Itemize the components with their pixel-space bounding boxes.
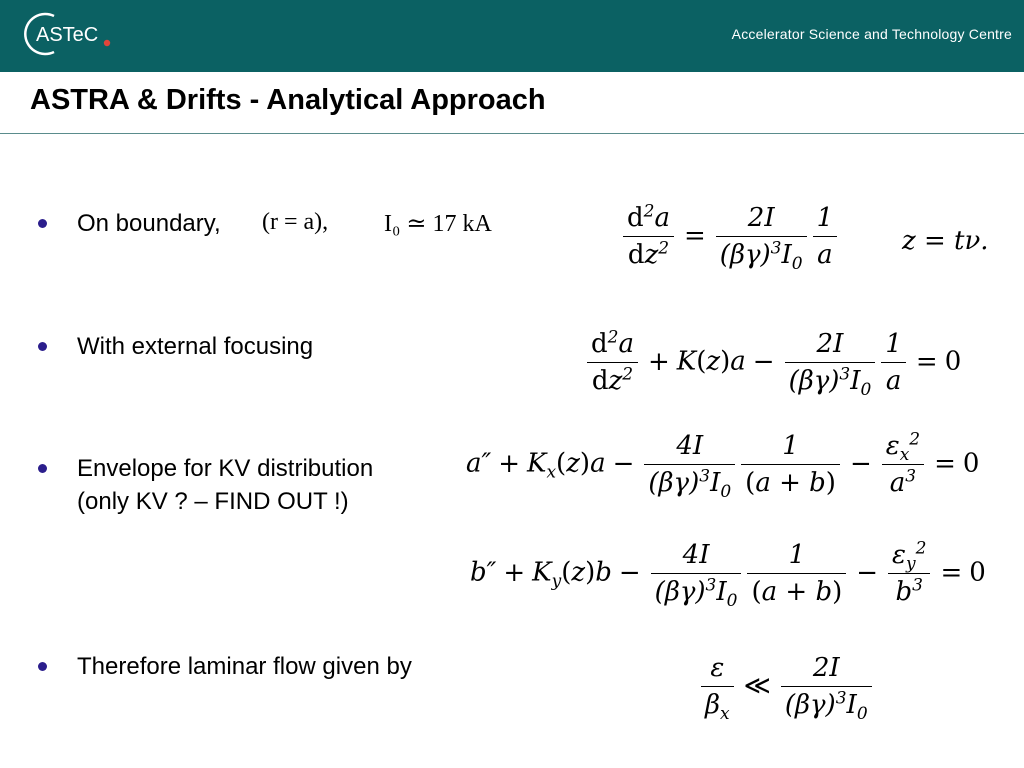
bullet-text: With external focusing [77, 333, 314, 360]
svg-text:ASTeC: ASTeC [36, 24, 99, 46]
time-relation: z = tν. [902, 226, 989, 256]
astec-logo [14, 10, 114, 60]
header-bar [0, 0, 1024, 72]
envelope-equation-focusing: $\frac{d^2a}{dz^2}$ + K(z)a − $\frac{2I}{(\beta\gamma)^3I_0}$ $\frac{1}{a}$ = 0 [584, 326, 961, 399]
org-name: Accelerator Science and Technology Centre [731, 26, 1012, 42]
page-title: ASTRA & Drifts - Analytical Approach [30, 84, 546, 116]
bullet-dot [38, 219, 47, 228]
comma-separator: , [322, 209, 329, 235]
bullet-text [77, 452, 373, 518]
bullet-dot [38, 662, 47, 671]
bullet-text-line2: (only KV ? – FIND OUT !) [77, 488, 349, 515]
bullet-dot [38, 342, 47, 351]
current-constant: I₀ ≃ 17 kA [384, 211, 492, 237]
boundary-condition [262, 209, 328, 236]
title-divider [0, 133, 1024, 134]
bullet-dot [38, 464, 47, 473]
laminar-flow-condition: $\frac{\varepsilon}{\beta_x}$ ≪ $\frac{2I}{(\beta\gamma)^3I_0}$ [698, 650, 875, 723]
envelope-equation-drift: $\frac{d^2a}{dz^2}$ = $\frac{2I}{(\beta\gamma)^3I_0}$ $\frac{1}{a}$ [620, 200, 840, 273]
boundary-expression: (r = a) [262, 209, 323, 235]
kv-envelope-equation-x: $a'' + K_x(z)a$ − $\frac{4I}{(\beta\gamma)^3I_0}$ $\frac{1}{(a + b)}$ − $\frac{\varepsilon_x^2}{a^3}$ = 0 [466, 429, 980, 503]
kv-envelope-equation-y: $b'' + K_y(z)b$ − $\frac{4I}{(\beta\gamma)^3I_0}$ $\frac{1}{(a + b)}$ − $\frac{\varepsilon_y^2}{b^3}$ = 0 [470, 538, 986, 612]
bullet-text: On boundary, [77, 210, 221, 237]
bullet-text: Therefore laminar flow given by [77, 653, 412, 680]
bullet-text-line1: Envelope for KV distribution [77, 455, 374, 482]
